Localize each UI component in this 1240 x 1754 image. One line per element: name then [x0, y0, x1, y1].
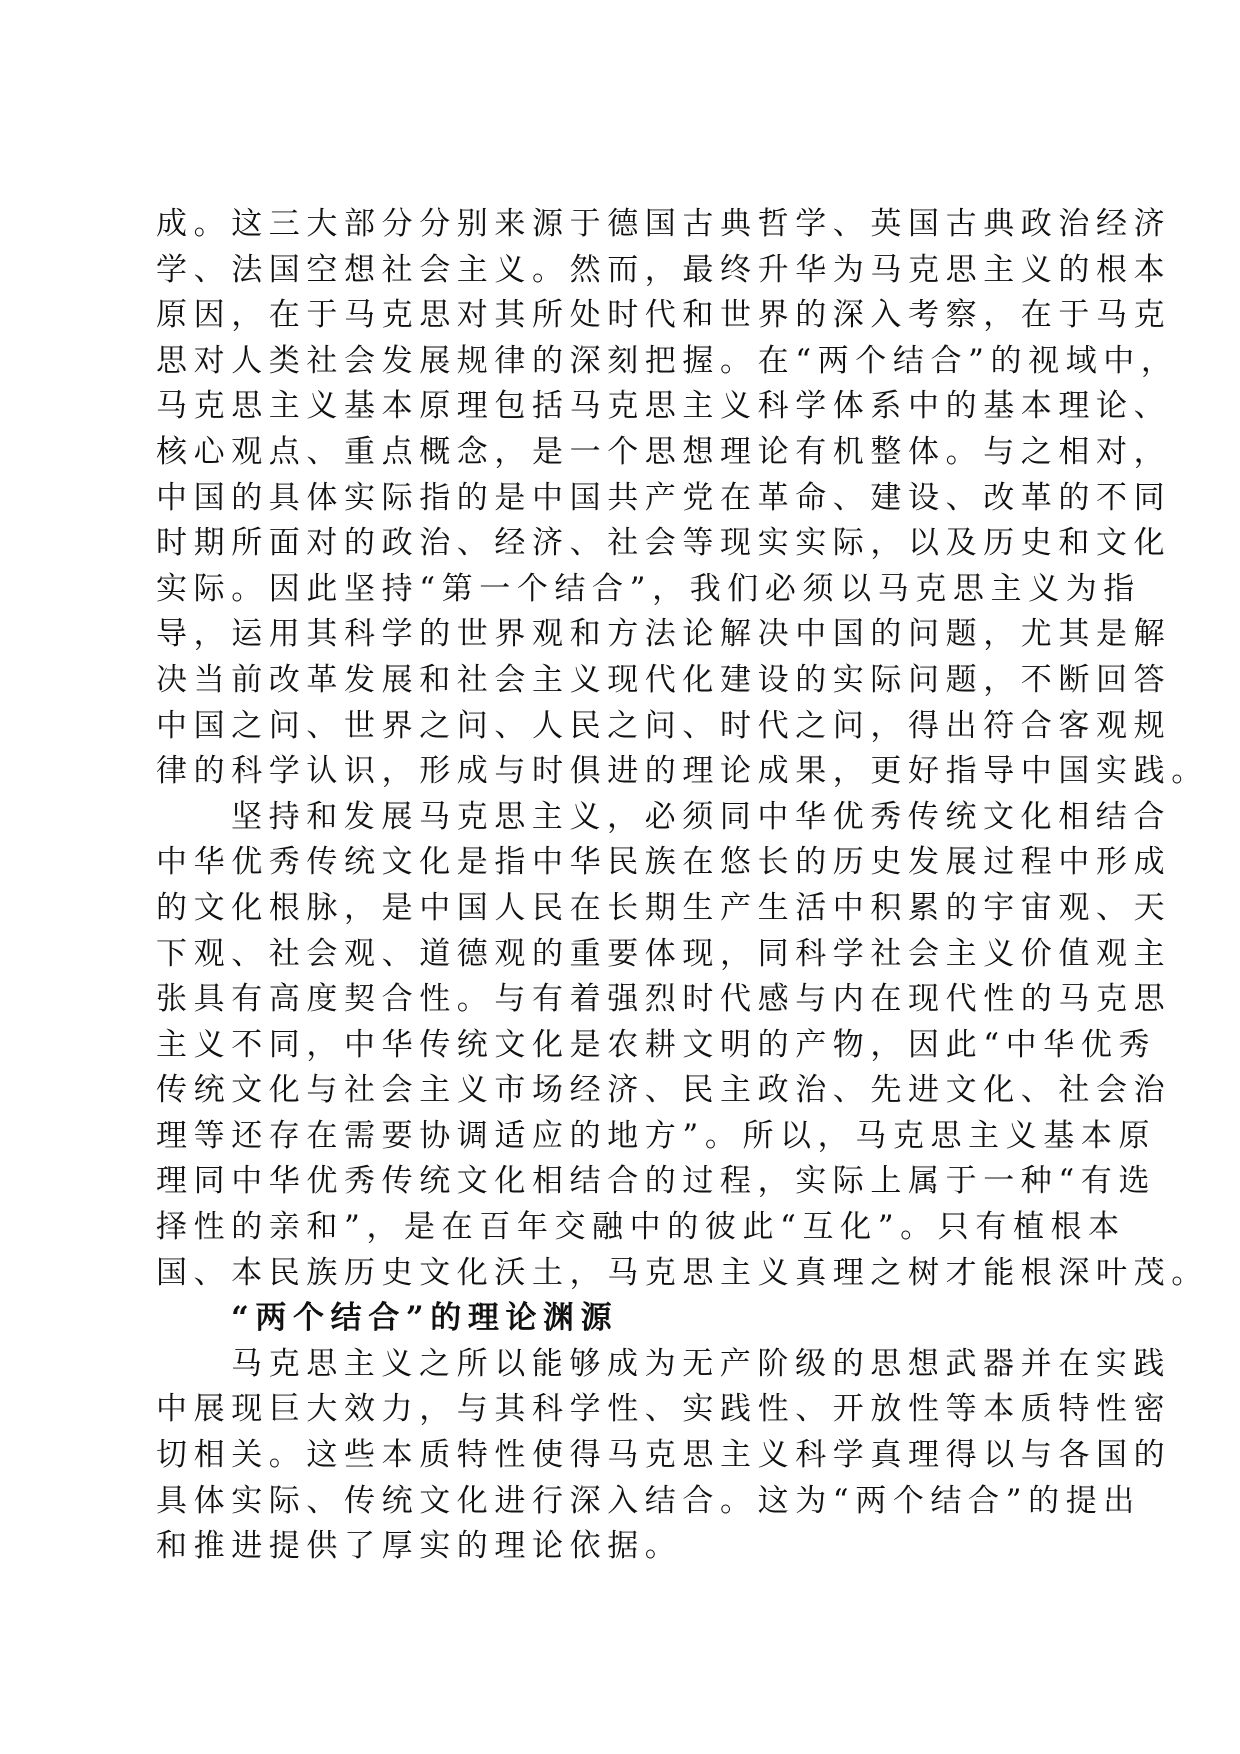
text-line: 下观、社会观、道德观的重要体现，同科学社会主义价值观主: [156, 935, 1172, 972]
text-line: 主义不同，中华传统文化是农耕文明的产物，因此“中华优秀: [156, 1026, 1157, 1063]
text-line: 律的科学认识，形成与时俱进的理论成果，更好指导中国实践。: [156, 753, 1209, 790]
text-line: 思对人类社会发展规律的深刻把握。在“两个结合”的视域中，: [156, 342, 1179, 379]
text-line: 中国的具体实际指的是中国共产党在革命、建设、改革的不同: [156, 479, 1172, 516]
text-line: 择性的亲和”，是在百年交融中的彼此“互化”。只有植根本: [156, 1209, 1126, 1246]
text-line: 成。这三大部分分别来源于德国古典哲学、英国古典政治经济: [156, 206, 1172, 242]
section-heading: “两个结合”的理论渊源: [231, 1300, 619, 1337]
text-line: 原因，在于马克思对其所处时代和世界的深入考察，在于马克: [156, 297, 1172, 334]
text-line: 导，运用其科学的世界观和方法论解决中国的问题，尤其是解: [156, 616, 1172, 653]
text-line: 的文化根脉，是中国人民在长期生产生活中积累的宇宙观、天: [156, 889, 1172, 926]
text-line: 和推进提供了厚实的理论依据。: [156, 1528, 683, 1565]
text-line: 切相关。这些本质特性使得马克思主义科学真理得以与各国的: [156, 1437, 1172, 1474]
text-line: 核心观点、重点概念，是一个思想理论有机整体。与之相对，: [156, 433, 1172, 470]
text-line: 学、法国空想社会主义。然而，最终升华为马克思主义的根本: [156, 251, 1172, 288]
text-line: 理等还存在需要协调适应的地方”。所以，马克思主义基本原: [156, 1117, 1157, 1154]
paragraph-start-line: 坚持和发展马克思主义，必须同中华优秀传统文化相结合: [231, 798, 1171, 835]
text-line: 中华优秀传统文化是指中华民族在悠长的历史发展过程中形成: [156, 844, 1172, 881]
text-line: 具体实际、传统文化进行深入结合。这为“两个结合”的提出: [156, 1482, 1141, 1519]
text-line: 张具有高度契合性。与有着强烈时代感与内在现代性的马克思: [156, 981, 1172, 1018]
text-line: 决当前改革发展和社会主义现代化建设的实际问题，不断回答: [156, 661, 1172, 698]
body-text: [156, 202, 1209, 1570]
text-line: 马克思主义基本原理包括马克思主义科学体系中的基本理论、: [156, 388, 1172, 425]
text-line: 中展现巨大效力，与其科学性、实践性、开放性等本质特性密: [156, 1391, 1172, 1428]
text-line: 国、本民族历史文化沃土，马克思主义真理之树才能根深叶茂。: [156, 1254, 1209, 1291]
text-line: 时期所面对的政治、经济、社会等现实实际，以及历史和文化: [156, 525, 1172, 562]
text-line: 理同中华优秀传统文化相结合的过程，实际上属于一种“有选: [156, 1163, 1157, 1200]
paragraph-start-line: 马克思主义之所以能够成为无产阶级的思想武器并在实践: [231, 1345, 1171, 1382]
text-line: 实际。因此坚持“第一个结合”，我们必须以马克思主义为指: [156, 570, 1141, 607]
text-line: 传统文化与社会主义市场经济、民主政治、先进文化、社会治: [156, 1072, 1172, 1109]
text-line: 中国之问、世界之问、人民之问、时代之问，得出符合客观规: [156, 707, 1172, 744]
